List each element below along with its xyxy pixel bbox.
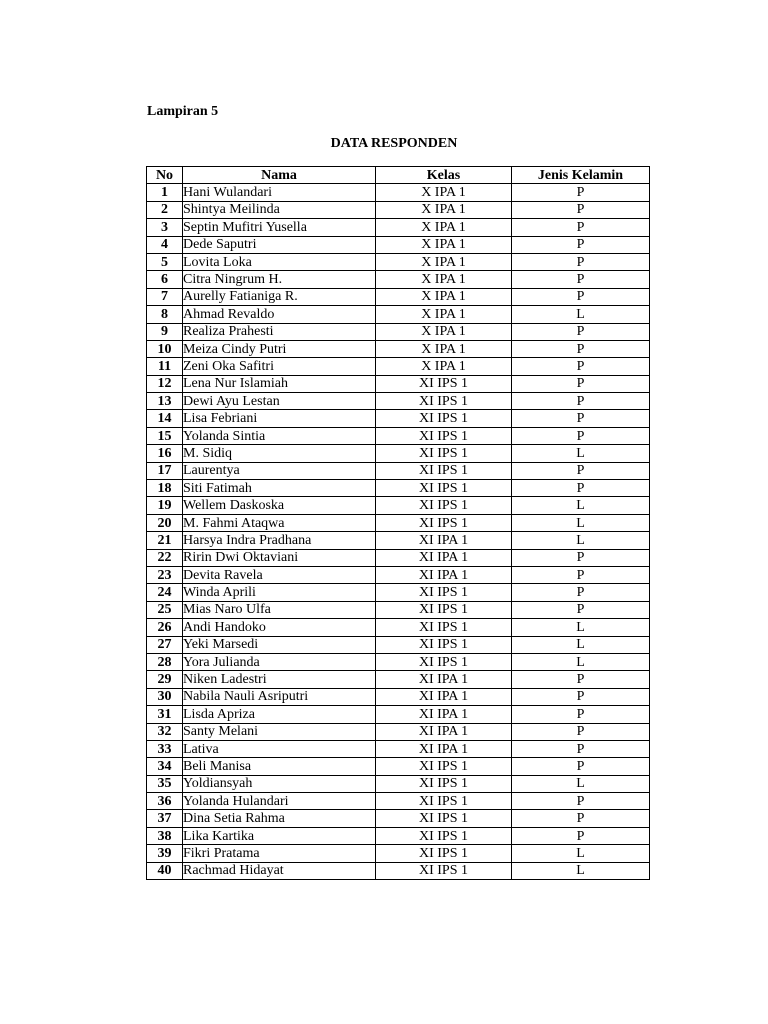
class-cell: XI IPS 1 <box>376 427 512 444</box>
name-cell: Zeni Oka Safitri <box>183 358 376 375</box>
row-number-cell: 7 <box>147 288 183 305</box>
gender-cell: P <box>512 393 650 410</box>
name-cell: Aurelly Fatianiga R. <box>183 288 376 305</box>
row-number-cell: 6 <box>147 271 183 288</box>
respondent-table <box>146 166 650 880</box>
gender-cell: P <box>512 323 650 340</box>
row-number-cell: 21 <box>147 532 183 549</box>
table-row <box>147 827 650 844</box>
gender-cell: L <box>512 497 650 514</box>
class-cell: X IPA 1 <box>376 271 512 288</box>
name-cell: Ririn Dwi Oktaviani <box>183 549 376 566</box>
table-row <box>147 706 650 723</box>
name-cell: Siti Fatimah <box>183 480 376 497</box>
row-number-cell: 17 <box>147 462 183 479</box>
gender-cell: P <box>512 706 650 723</box>
row-number-cell: 32 <box>147 723 183 740</box>
name-cell: Yora Julianda <box>183 653 376 670</box>
class-cell: XI IPS 1 <box>376 845 512 862</box>
gender-cell: P <box>512 201 650 218</box>
gender-cell: P <box>512 271 650 288</box>
gender-cell: P <box>512 584 650 601</box>
row-number-cell: 38 <box>147 827 183 844</box>
row-number-cell: 26 <box>147 619 183 636</box>
class-cell: XI IPS 1 <box>376 393 512 410</box>
class-cell: XI IPA 1 <box>376 688 512 705</box>
name-cell: Dede Saputri <box>183 236 376 253</box>
class-cell: XI IPS 1 <box>376 584 512 601</box>
class-cell: XI IPS 1 <box>376 445 512 462</box>
gender-cell: P <box>512 184 650 201</box>
name-cell: Devita Ravela <box>183 566 376 583</box>
gender-cell: P <box>512 740 650 757</box>
gender-cell: P <box>512 827 650 844</box>
name-cell: M. Sidiq <box>183 445 376 462</box>
table-row <box>147 793 650 810</box>
row-number-cell: 2 <box>147 201 183 218</box>
class-cell: XI IPS 1 <box>376 636 512 653</box>
name-cell: Laurentya <box>183 462 376 479</box>
row-number-cell: 33 <box>147 740 183 757</box>
row-number-cell: 25 <box>147 601 183 618</box>
row-number-cell: 22 <box>147 549 183 566</box>
name-cell: Septin Mufitri Yusella <box>183 219 376 236</box>
name-cell: Niken Ladestri <box>183 671 376 688</box>
class-cell: XI IPS 1 <box>376 619 512 636</box>
header-kelas: Kelas <box>376 167 512 184</box>
name-cell: Harsya Indra Pradhana <box>183 532 376 549</box>
gender-cell: P <box>512 758 650 775</box>
class-cell: XI IPA 1 <box>376 723 512 740</box>
table-row <box>147 619 650 636</box>
gender-cell: L <box>512 636 650 653</box>
gender-cell: P <box>512 671 650 688</box>
class-cell: XI IPA 1 <box>376 566 512 583</box>
attachment-label: Lampiran 5 <box>147 104 219 119</box>
table-row <box>147 393 650 410</box>
gender-cell: P <box>512 462 650 479</box>
gender-cell: P <box>512 793 650 810</box>
gender-cell: P <box>512 253 650 270</box>
name-cell: Lena Nur Islamiah <box>183 375 376 392</box>
gender-cell: P <box>512 549 650 566</box>
gender-cell: P <box>512 219 650 236</box>
table-row <box>147 740 650 757</box>
gender-cell: P <box>512 723 650 740</box>
table-row <box>147 219 650 236</box>
table-row <box>147 358 650 375</box>
gender-cell: P <box>512 601 650 618</box>
name-cell: Realiza Prahesti <box>183 323 376 340</box>
class-cell: X IPA 1 <box>376 288 512 305</box>
table-row <box>147 462 650 479</box>
gender-cell: P <box>512 340 650 357</box>
gender-cell: L <box>512 653 650 670</box>
table-row <box>147 636 650 653</box>
row-number-cell: 11 <box>147 358 183 375</box>
row-number-cell: 19 <box>147 497 183 514</box>
class-cell: XI IPA 1 <box>376 740 512 757</box>
table-row <box>147 514 650 531</box>
class-cell: X IPA 1 <box>376 323 512 340</box>
gender-cell: L <box>512 514 650 531</box>
gender-cell: P <box>512 375 650 392</box>
table-row <box>147 810 650 827</box>
name-cell: Hani Wulandari <box>183 184 376 201</box>
name-cell: Beli Manisa <box>183 758 376 775</box>
class-cell: XI IPS 1 <box>376 497 512 514</box>
class-cell: X IPA 1 <box>376 306 512 323</box>
row-number-cell: 39 <box>147 845 183 862</box>
table-header-row <box>147 167 650 184</box>
row-number-cell: 15 <box>147 427 183 444</box>
class-cell: XI IPS 1 <box>376 601 512 618</box>
table-row <box>147 445 650 462</box>
gender-cell: P <box>512 810 650 827</box>
class-cell: XI IPS 1 <box>376 514 512 531</box>
row-number-cell: 16 <box>147 445 183 462</box>
row-number-cell: 35 <box>147 775 183 792</box>
name-cell: Citra Ningrum H. <box>183 271 376 288</box>
name-cell: Ahmad Revaldo <box>183 306 376 323</box>
row-number-cell: 30 <box>147 688 183 705</box>
name-cell: Yolanda Sintia <box>183 427 376 444</box>
table-row <box>147 184 650 201</box>
table-row <box>147 497 650 514</box>
name-cell: Dina Setia Rahma <box>183 810 376 827</box>
class-cell: X IPA 1 <box>376 184 512 201</box>
table-row <box>147 236 650 253</box>
gender-cell: P <box>512 288 650 305</box>
row-number-cell: 3 <box>147 219 183 236</box>
name-cell: Santy Melani <box>183 723 376 740</box>
row-number-cell: 24 <box>147 584 183 601</box>
page-title: DATA RESPONDEN <box>330 136 458 151</box>
gender-cell: L <box>512 619 650 636</box>
class-cell: XI IPS 1 <box>376 653 512 670</box>
class-cell: XI IPA 1 <box>376 532 512 549</box>
table-row <box>147 410 650 427</box>
row-number-cell: 1 <box>147 184 183 201</box>
row-number-cell: 13 <box>147 393 183 410</box>
class-cell: XI IPS 1 <box>376 758 512 775</box>
table-row <box>147 306 650 323</box>
class-cell: X IPA 1 <box>376 201 512 218</box>
name-cell: Nabila Nauli Asriputri <box>183 688 376 705</box>
class-cell: XI IPS 1 <box>376 862 512 879</box>
table-row <box>147 723 650 740</box>
gender-cell: P <box>512 236 650 253</box>
name-cell: Rachmad Hidayat <box>183 862 376 879</box>
name-cell: Lativa <box>183 740 376 757</box>
table-row <box>147 845 650 862</box>
row-number-cell: 37 <box>147 810 183 827</box>
table-row <box>147 480 650 497</box>
class-cell: XI IPA 1 <box>376 549 512 566</box>
gender-cell: P <box>512 688 650 705</box>
class-cell: XI IPS 1 <box>376 480 512 497</box>
name-cell: M. Fahmi Ataqwa <box>183 514 376 531</box>
gender-cell: P <box>512 566 650 583</box>
table-row <box>147 340 650 357</box>
name-cell: Winda Aprili <box>183 584 376 601</box>
name-cell: Lisda Apriza <box>183 706 376 723</box>
name-cell: Fikri Pratama <box>183 845 376 862</box>
class-cell: XI IPS 1 <box>376 810 512 827</box>
table-row <box>147 271 650 288</box>
class-cell: X IPA 1 <box>376 340 512 357</box>
table-row <box>147 323 650 340</box>
name-cell: Mias Naro Ulfa <box>183 601 376 618</box>
table-row <box>147 584 650 601</box>
name-cell: Wellem Daskoska <box>183 497 376 514</box>
name-cell: Andi Handoko <box>183 619 376 636</box>
gender-cell: L <box>512 445 650 462</box>
gender-cell: L <box>512 775 650 792</box>
class-cell: XI IPS 1 <box>376 410 512 427</box>
name-cell: Yoldiansyah <box>183 775 376 792</box>
gender-cell: L <box>512 306 650 323</box>
row-number-cell: 18 <box>147 480 183 497</box>
table-row <box>147 427 650 444</box>
name-cell: Lisa Febriani <box>183 410 376 427</box>
row-number-cell: 31 <box>147 706 183 723</box>
name-cell: Dewi Ayu Lestan <box>183 393 376 410</box>
row-number-cell: 20 <box>147 514 183 531</box>
header-no: No <box>147 167 183 184</box>
class-cell: XI IPS 1 <box>376 775 512 792</box>
row-number-cell: 8 <box>147 306 183 323</box>
table-row <box>147 375 650 392</box>
table-row <box>147 253 650 270</box>
name-cell: Meiza Cindy Putri <box>183 340 376 357</box>
table-row <box>147 532 650 549</box>
row-number-cell: 40 <box>147 862 183 879</box>
name-cell: Lovita Loka <box>183 253 376 270</box>
table-row <box>147 775 650 792</box>
class-cell: X IPA 1 <box>376 236 512 253</box>
row-number-cell: 5 <box>147 253 183 270</box>
class-cell: XI IPA 1 <box>376 706 512 723</box>
class-cell: XI IPS 1 <box>376 462 512 479</box>
gender-cell: P <box>512 427 650 444</box>
class-cell: XI IPS 1 <box>376 827 512 844</box>
class-cell: X IPA 1 <box>376 253 512 270</box>
class-cell: XI IPS 1 <box>376 793 512 810</box>
gender-cell: L <box>512 845 650 862</box>
gender-cell: P <box>512 410 650 427</box>
row-number-cell: 9 <box>147 323 183 340</box>
row-number-cell: 29 <box>147 671 183 688</box>
class-cell: XI IPA 1 <box>376 671 512 688</box>
table-row <box>147 653 650 670</box>
gender-cell: L <box>512 532 650 549</box>
table-row <box>147 549 650 566</box>
table-row <box>147 201 650 218</box>
row-number-cell: 36 <box>147 793 183 810</box>
class-cell: X IPA 1 <box>376 219 512 236</box>
table-row <box>147 688 650 705</box>
table-row <box>147 758 650 775</box>
row-number-cell: 34 <box>147 758 183 775</box>
header-jenis-kelamin: Jenis Kelamin <box>512 167 650 184</box>
table-row <box>147 566 650 583</box>
name-cell: Yeki Marsedi <box>183 636 376 653</box>
row-number-cell: 10 <box>147 340 183 357</box>
table-row <box>147 288 650 305</box>
row-number-cell: 23 <box>147 566 183 583</box>
row-number-cell: 14 <box>147 410 183 427</box>
gender-cell: L <box>512 862 650 879</box>
table-row <box>147 671 650 688</box>
name-cell: Shintya Meilinda <box>183 201 376 218</box>
gender-cell: P <box>512 358 650 375</box>
class-cell: XI IPS 1 <box>376 375 512 392</box>
row-number-cell: 12 <box>147 375 183 392</box>
table-row <box>147 862 650 879</box>
gender-cell: P <box>512 480 650 497</box>
table-row <box>147 601 650 618</box>
row-number-cell: 4 <box>147 236 183 253</box>
row-number-cell: 28 <box>147 653 183 670</box>
table-body <box>147 184 650 880</box>
name-cell: Lika Kartika <box>183 827 376 844</box>
name-cell: Yolanda Hulandari <box>183 793 376 810</box>
class-cell: X IPA 1 <box>376 358 512 375</box>
row-number-cell: 27 <box>147 636 183 653</box>
header-nama: Nama <box>183 167 376 184</box>
